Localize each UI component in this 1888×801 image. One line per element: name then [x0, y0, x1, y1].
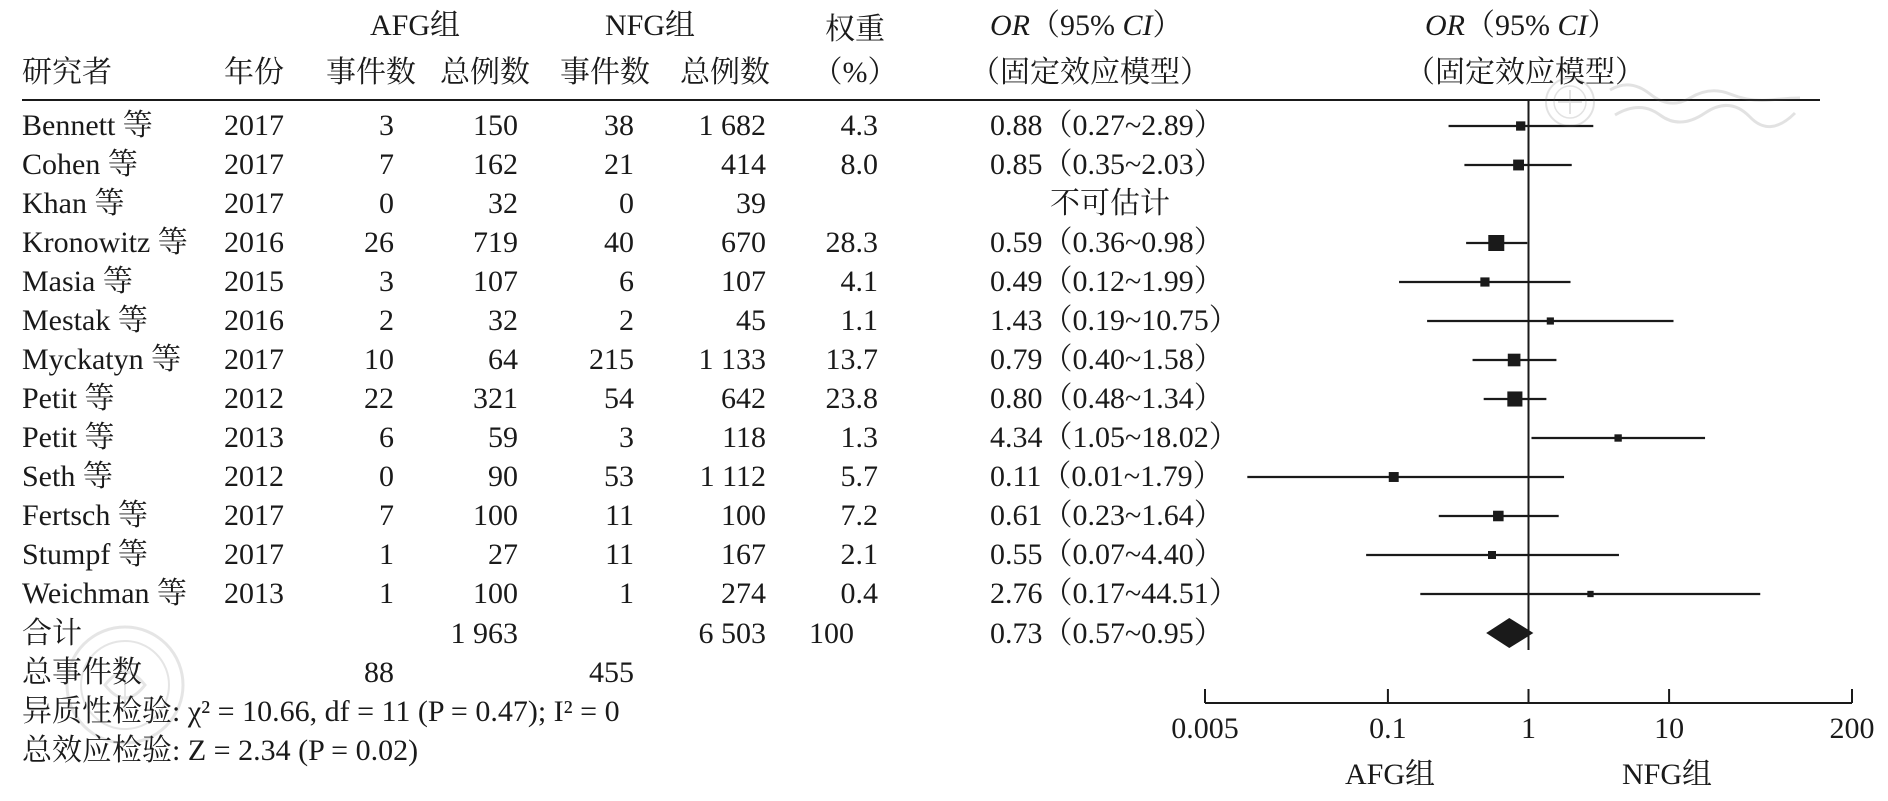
col-header-afg-events: 事件数 — [326, 56, 416, 89]
study-year: 2016 — [224, 304, 284, 337]
study-name: Fertsch 等 — [22, 499, 148, 532]
col-header-year: 年份 — [224, 56, 284, 89]
study-weight: 4.3 — [840, 109, 878, 142]
total-events-label: 总事件数 — [22, 656, 142, 689]
study-point — [1389, 472, 1399, 482]
heterogeneity-label: 异质性检验: — [22, 695, 181, 728]
afg-events: 26 — [364, 226, 394, 259]
afg-total: 59 — [488, 421, 518, 454]
study-weight: 1.1 — [840, 304, 878, 337]
study-name: Cohen 等 — [22, 148, 138, 181]
plot-header-model: （固定效应模型） — [1405, 56, 1645, 89]
study-year: 2016 — [224, 226, 284, 259]
study-name: Seth 等 — [22, 460, 113, 493]
axis-left-label: AFG组 — [1345, 758, 1436, 791]
study-name: Masia 等 — [22, 265, 133, 298]
study-name: Petit 等 — [22, 421, 115, 454]
study-weight: 0.4 — [840, 577, 878, 610]
heterogeneity-stat: χ² = 10.66, df = 11 (P = 0.47); I² = 0 — [187, 695, 620, 728]
study-or-text: 0.11（0.01~1.79） — [990, 460, 1223, 493]
x-axis-tick-label: 200 — [1829, 712, 1875, 745]
study-weight: 13.7 — [825, 343, 878, 376]
nfg-total: 107 — [721, 265, 766, 298]
nfg-events: 6 — [619, 265, 634, 298]
afg-events: 1 — [379, 577, 394, 610]
study-point — [1488, 235, 1504, 251]
nfg-total: 414 — [721, 148, 766, 181]
col-header-afg-total: 总例数 — [440, 56, 530, 89]
afg-total: 32 — [488, 187, 518, 220]
seal-stamp — [60, 620, 190, 750]
afg-total: 90 — [488, 460, 518, 493]
afg-events: 6 — [379, 421, 394, 454]
study-name: Weichman 等 — [22, 577, 188, 610]
afg-total: 32 — [488, 304, 518, 337]
study-year: 2013 — [224, 577, 284, 610]
afg-total: 719 — [473, 226, 518, 259]
x-axis-tick-label: 0.005 — [1171, 712, 1239, 745]
study-name: Mestak 等 — [22, 304, 148, 337]
x-axis-tick-label: 0.1 — [1369, 712, 1407, 745]
total-events-nfg: 455 — [589, 656, 634, 689]
col-header-nfg-total: 总例数 — [680, 56, 770, 89]
nfg-total: 118 — [722, 421, 766, 454]
study-name: Kronowitz 等 — [22, 226, 188, 259]
total-events-afg: 88 — [364, 656, 394, 689]
weight-header-line1: 权重 — [825, 13, 885, 46]
col-header-study: 研究者 — [22, 56, 112, 89]
afg-group-header: AFG组 — [369, 9, 460, 42]
pooled-weight: 100 — [809, 617, 854, 650]
study-point — [1513, 160, 1524, 171]
nfg-events: 40 — [604, 226, 634, 259]
study-name: Petit 等 — [22, 382, 115, 415]
nfg-total: 45 — [736, 304, 766, 337]
afg-total: 150 — [473, 109, 518, 142]
nfg-events: 11 — [605, 538, 634, 571]
study-year: 2017 — [224, 343, 284, 376]
weight-header-line2: （%） — [812, 56, 898, 89]
study-year: 2017 — [224, 148, 284, 181]
pooled-nfg-total: 6 503 — [698, 617, 766, 650]
study-point — [1547, 317, 1554, 324]
plot-marks — [1205, 100, 1852, 703]
nfg-total: 1 133 — [698, 343, 766, 376]
col-header-nfg-events: 事件数 — [560, 56, 650, 89]
study-point — [1493, 511, 1504, 522]
plot-header-close: ） — [1587, 9, 1618, 42]
afg-events: 7 — [379, 148, 394, 181]
nfg-events: 0 — [619, 187, 634, 220]
nfg-events: 3 — [619, 421, 634, 454]
nfg-events: 11 — [605, 499, 634, 532]
study-weight: 4.1 — [840, 265, 878, 298]
study-name: Stumpf 等 — [22, 538, 148, 571]
afg-events: 2 — [379, 304, 394, 337]
study-weight: 2.1 — [840, 538, 878, 571]
x-axis-tick-label: 1 — [1521, 712, 1536, 745]
study-year: 2012 — [224, 460, 284, 493]
study-point — [1488, 551, 1496, 559]
study-or-text: 0.55（0.07~4.40） — [990, 538, 1224, 571]
or-header-close: ） — [1152, 9, 1183, 42]
study-or-text: 0.61（0.23~1.64） — [990, 499, 1224, 532]
study-point — [1587, 591, 1593, 597]
afg-events: 0 — [379, 187, 394, 220]
watermark-logo — [1540, 70, 1840, 140]
study-or-text: 0.85（0.35~2.03） — [990, 148, 1224, 181]
study-or-text: 0.79（0.40~1.58） — [990, 343, 1224, 376]
study-year: 2017 — [224, 538, 284, 571]
afg-events: 3 — [379, 109, 394, 142]
afg-events: 0 — [379, 460, 394, 493]
nfg-total: 100 — [721, 499, 766, 532]
nfg-events: 215 — [589, 343, 634, 376]
study-or-text: 0.49（0.12~1.99） — [990, 265, 1224, 298]
study-or-text: 2.76（0.17~44.51） — [990, 577, 1239, 610]
study-weight: 5.7 — [840, 460, 878, 493]
pooled-or-text: 0.73（0.57~0.95） — [990, 617, 1224, 650]
nfg-total: 642 — [721, 382, 766, 415]
nfg-events: 53 — [604, 460, 634, 493]
afg-total: 321 — [473, 382, 518, 415]
nfg-events: 38 — [604, 109, 634, 142]
pooled-afg-total: 1 963 — [450, 617, 518, 650]
study-name: Bennett 等 — [22, 109, 153, 142]
study-weight: 8.0 — [840, 148, 878, 181]
axis-right-label: NFG组 — [1622, 758, 1713, 791]
pooled-diamond — [1486, 618, 1533, 648]
study-or-text: 不可估计 — [1050, 187, 1170, 220]
afg-total: 107 — [473, 265, 518, 298]
study-point — [1480, 277, 1489, 286]
nfg-events: 21 — [604, 148, 634, 181]
study-year: 2012 — [224, 382, 284, 415]
study-weight: 7.2 — [840, 499, 878, 532]
study-year: 2015 — [224, 265, 284, 298]
afg-total: 64 — [488, 343, 518, 376]
study-year: 2013 — [224, 421, 284, 454]
x-axis-tick-label: 10 — [1654, 712, 1685, 745]
afg-events: 22 — [364, 382, 394, 415]
afg-total: 162 — [473, 148, 518, 181]
afg-total: 100 — [473, 499, 518, 532]
study-or-text: 1.43（0.19~10.75） — [990, 304, 1239, 337]
or-header-or: OR — [990, 9, 1030, 42]
study-point — [1508, 354, 1521, 367]
study-or-text: 4.34（1.05~18.02） — [990, 421, 1239, 454]
study-weight: 28.3 — [825, 226, 878, 259]
or-header-model: （固定效应模型） — [970, 56, 1210, 89]
study-name: Khan 等 — [22, 187, 125, 220]
study-point — [1614, 434, 1621, 441]
afg-events: 1 — [379, 538, 394, 571]
nfg-total: 1 112 — [699, 460, 766, 493]
study-or-text: 0.88（0.27~2.89） — [990, 109, 1224, 142]
afg-total: 100 — [473, 577, 518, 610]
nfg-events: 1 — [619, 577, 634, 610]
study-point — [1516, 121, 1525, 130]
nfg-events: 2 — [619, 304, 634, 337]
nfg-total: 274 — [721, 577, 766, 610]
overall-effect-stat: Z = 2.34 (P = 0.02) — [187, 734, 419, 767]
or-header-open: （95% — [1030, 9, 1123, 42]
study-or-text: 0.80（0.48~1.34） — [990, 382, 1224, 415]
afg-total: 27 — [488, 538, 518, 571]
afg-events: 3 — [379, 265, 394, 298]
study-year: 2017 — [224, 109, 284, 142]
nfg-total: 167 — [721, 538, 766, 571]
plot-header-ci: CI — [1557, 9, 1588, 42]
study-year: 2017 — [224, 187, 284, 220]
study-name: Myckatyn 等 — [22, 343, 182, 376]
nfg-total: 39 — [736, 187, 766, 220]
afg-events: 10 — [364, 343, 394, 376]
study-point — [1507, 391, 1522, 406]
nfg-total: 670 — [721, 226, 766, 259]
study-year: 2017 — [224, 499, 284, 532]
study-weight: 1.3 — [840, 421, 878, 454]
nfg-group-header: NFG组 — [604, 9, 695, 42]
plot-header-open: （95% — [1465, 9, 1558, 42]
nfg-total: 1 682 — [698, 109, 766, 142]
or-header-ci: CI — [1122, 9, 1153, 42]
afg-events: 7 — [379, 499, 394, 532]
study-weight: 23.8 — [825, 382, 878, 415]
pooled-label: 合计 — [22, 617, 82, 650]
study-or-text: 0.59（0.36~0.98） — [990, 226, 1224, 259]
nfg-events: 54 — [604, 382, 634, 415]
plot-header-or: OR — [1425, 9, 1465, 42]
overall-effect-label: 总效应检验: — [22, 734, 181, 767]
